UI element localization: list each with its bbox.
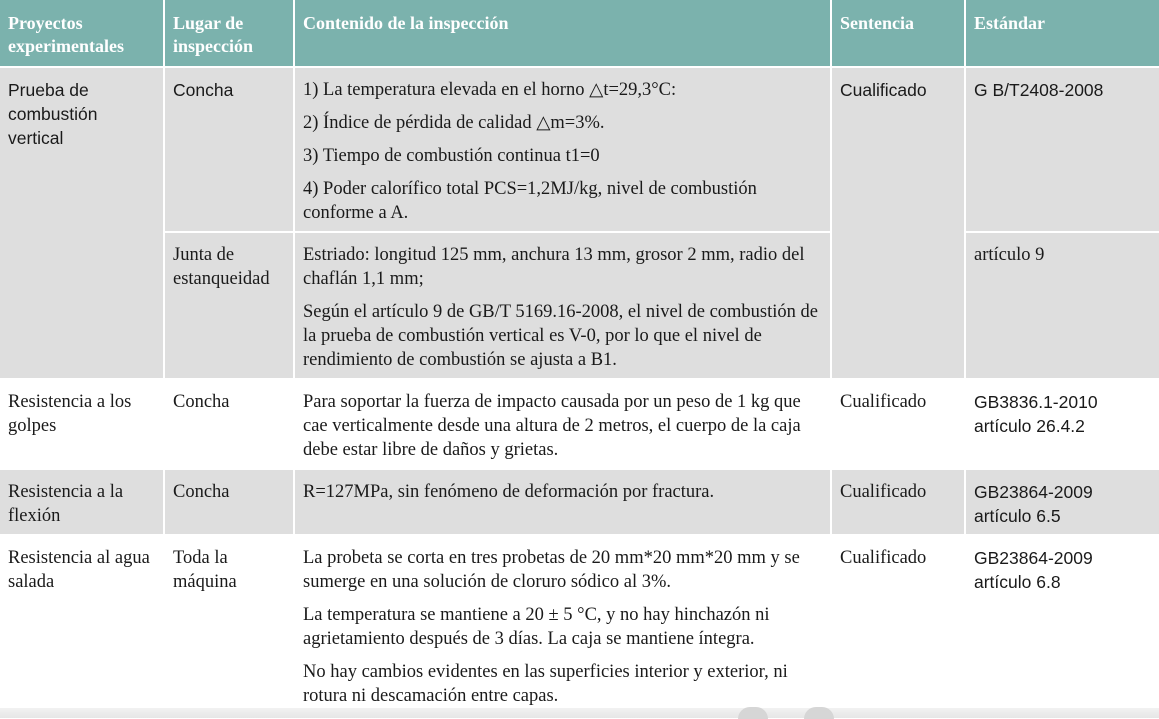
scroll-indicator[interactable]: [804, 707, 834, 719]
cell-project: Resistencia al agua salada: [0, 535, 164, 715]
cell-content: [294, 67, 831, 232]
header-project: Proyectos experimentales: [0, 0, 164, 67]
table-row: [0, 535, 1159, 715]
cell-standard: GB3836.1-2010 artículo 26.4.2: [965, 379, 1159, 469]
content-line: R=127MPa, sin fenómeno de deformación por fractura.: [303, 482, 715, 502]
content-line: 3) Tiempo de combustión continua t1=0: [303, 146, 600, 166]
cell-location: Concha: [164, 469, 294, 535]
content-line: La probeta se corta en tres probetas de 20 mm*20 mm*20 mm y se sumerge en una solución de cloruro sódico al 3%.: [303, 548, 800, 592]
table-row: [0, 67, 1159, 232]
cell-location: Toda la máquina: [164, 535, 294, 715]
header-row: [0, 0, 1159, 67]
content-line: 1) La temperatura elevada en el horno △t=29,3°C:: [303, 80, 677, 100]
scroll-indicator[interactable]: [738, 707, 768, 719]
content-line: Para soportar la fuerza de impacto causada por un peso de 1 kg que cae verticalmente desde una altura de 2 metros, el cuerpo de la caja debe estar libre de daños y grietas.: [303, 392, 801, 460]
cell-verdict: Cualificado: [831, 67, 965, 379]
cell-project: Resistencia a los golpes: [0, 379, 164, 469]
cell-standard: GB23864-2009 artículo 6.5: [965, 469, 1159, 535]
cell-standard: G B/T2408-2008: [965, 67, 1159, 232]
cell-content: [294, 232, 831, 379]
table-row: [0, 379, 1159, 469]
content-line: 2) Índice de pérdida de calidad △m=3%.: [303, 113, 605, 133]
cell-verdict: Cualificado: [831, 379, 965, 469]
cell-project: Resistencia a la flexión: [0, 469, 164, 535]
cell-standard: artículo 9: [965, 232, 1159, 379]
cell-location: Concha: [164, 379, 294, 469]
content-line: Según el artículo 9 de GB/T 5169.16-2008, el nivel de combustión de la prueba de combustión vertical es V-0, por lo que el nivel de rendimiento de combustión se ajusta a B1.: [303, 302, 819, 370]
cell-standard: GB23864-2009 artículo 6.8: [965, 535, 1159, 715]
content-line: Estriado: longitud 125 mm, anchura 13 mm, grosor 2 mm, radio del chaflán 1,1 mm;: [303, 245, 805, 289]
content-line: No hay cambios evidentes en las superficies interior y exterior, ni rotura ni descamación entre capas.: [303, 662, 788, 706]
header-location: Lugar de inspección: [164, 0, 294, 67]
content-line: 4) Poder calorífico total PCS=1,2MJ/kg, nivel de combustión conforme a A.: [303, 179, 757, 223]
cell-content: [294, 379, 831, 469]
cell-project: Prueba de combustión vertical: [0, 67, 164, 379]
cell-location: Junta de estanqueidad: [164, 232, 294, 379]
cell-verdict: Cualificado: [831, 469, 965, 535]
table-row: [0, 469, 1159, 535]
table-row: [0, 232, 1159, 379]
cell-verdict: Cualificado: [831, 535, 965, 715]
cell-content: [294, 535, 831, 715]
header-verdict: Sentencia: [831, 0, 965, 67]
cell-location: Concha: [164, 67, 294, 232]
cell-content: [294, 469, 831, 535]
viewer-bottom-strip: [0, 708, 1159, 718]
content-line: La temperatura se mantiene a 20 ± 5 °C, y no hay hinchazón ni agrietamiento después de 3 días. La caja se mantiene íntegra.: [303, 605, 770, 649]
header-content: Contenido de la inspección: [294, 0, 831, 67]
header-standard: Estándar: [965, 0, 1159, 67]
